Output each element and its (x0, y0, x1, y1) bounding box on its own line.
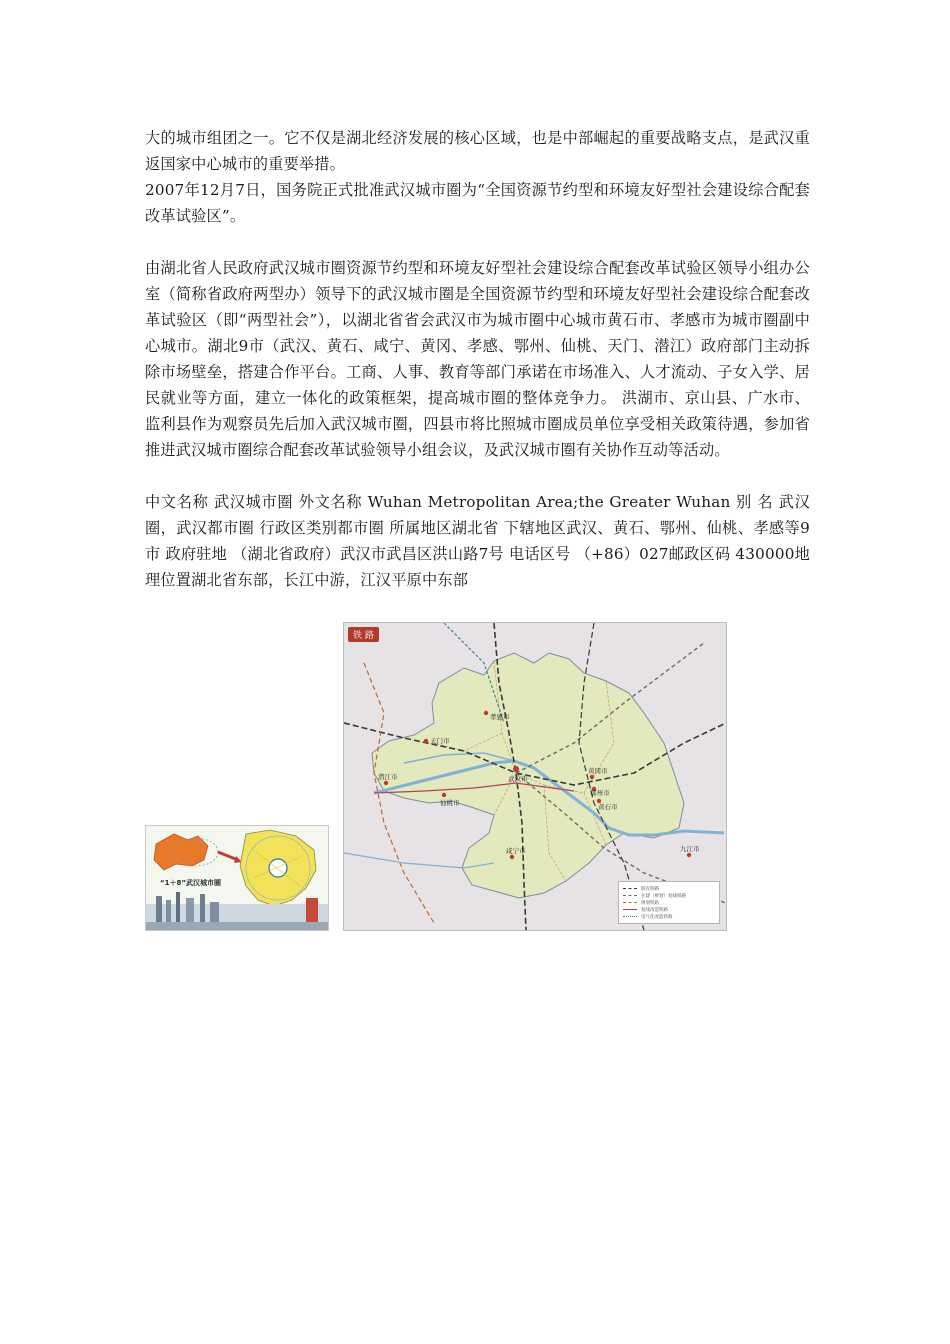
legend-line-double (623, 895, 637, 896)
figures-row (145, 622, 730, 932)
map-category-tag: 铁 路 (348, 627, 379, 642)
city-label-xiaogan: 孝感市 (490, 713, 510, 721)
legend-line-electrified (623, 916, 637, 917)
wuhan-circle-badge: “1＋8”武汉城市圈 (160, 879, 221, 887)
wuhan-core-circle (269, 859, 287, 877)
city-label-xiantao: 仙桃市 (440, 799, 460, 807)
legend-line-planned (623, 902, 637, 903)
city-label-wuhan: 武汉市 (508, 775, 528, 783)
legend-line-upgrade (623, 909, 637, 910)
city-label-huangshi: 黄石市 (598, 803, 618, 811)
legend-line-existing (623, 888, 637, 889)
legend-item (623, 899, 715, 906)
paragraph-approval: 2007年12月7日，国务院正式批准武汉城市圈为“全国资源节约型和环境友好型社会建设综合配套改革试验区”。 (145, 181, 810, 225)
legend-label: 电气化改造铁路 (641, 914, 673, 920)
city-label-ezhou: 鄂州市 (590, 789, 610, 797)
map-legend (618, 881, 720, 924)
city-label-xianning: 咸宁市 (506, 847, 526, 855)
city-label-huanggang: 黄冈市 (588, 767, 608, 775)
paragraph-gap (145, 463, 810, 489)
city-label-qianjiang: 潜江市 (378, 773, 398, 781)
paragraph-gap (145, 229, 810, 255)
legend-label: 规划铁路 (641, 900, 659, 906)
legend-item (623, 892, 715, 899)
legend-item (623, 885, 715, 892)
legend-item (623, 906, 715, 913)
paragraph-infobox: 中文名称 武汉城市圈 外文名称 Wuhan Metropolitan Area;the Greater Wuhan 别 名 武汉圈，武汉都市圈 行政区类别都市圈 所属地区湖北省 下辖地区武汉、黄石、鄂州、仙桃、孝感等9市 政府驻地 （湖北省政府）武汉市武昌区洪山路7号 电话区号 （+86）027邮政区码 430000地理位置湖北省东部，长江中游，江汉平原中东部 (145, 493, 810, 589)
paragraph-details: 由湖北省人民政府武汉城市圈资源节约型和环境友好型社会建设综合配套改革试验区领导小组办公室（简称省政府两型办）领导下的武汉城市圈是全国资源节约型和环境友好型社会建设综合配套改革试验区（即“两型社会”），以湖北省省会武汉市为城市圈中心城市黄石市、孝感市为城市圈副中心城市。湖北9市（武汉、黄石、咸宁、黄冈、孝感、鄂州、仙桃、天门、潜江）政府部门主动拆除市场壁垒，搭建合作平台。工商、人事、教育等部门承诺在市场准入、人才流动、子女入学、居民就业等方面，建立一体化的政策框架，提高城市圈的整体竞争力。 洪湖市、京山县、广水市、监利县作为观察员先后加入武汉城市圈，四县市将比照城市圈成员单位享受相关政策待遇，参加省推进武汉城市圈综合配套改革试验领导小组会议，及武汉城市圈有关协作互动等活动。 (145, 259, 810, 459)
legend-label: 复线改造铁路 (641, 907, 668, 913)
legend-label: 在建（规划）复线铁路 (641, 893, 686, 899)
paragraph-intro: 大的城市组团之一。它不仅是湖北经济发展的核心区域，也是中部崛起的重要战略支点，是武汉重返国家中心城市的重要举措。 (145, 129, 810, 173)
wuhan-circle-illustration (145, 825, 329, 931)
legend-item (623, 913, 715, 920)
legend-label: 既有铁路 (641, 886, 659, 892)
railway-map (343, 622, 727, 931)
city-label-tianmen: 天门市 (430, 737, 450, 745)
document-body (145, 125, 810, 593)
city-label-jiujiang: 九江市 (680, 845, 700, 853)
